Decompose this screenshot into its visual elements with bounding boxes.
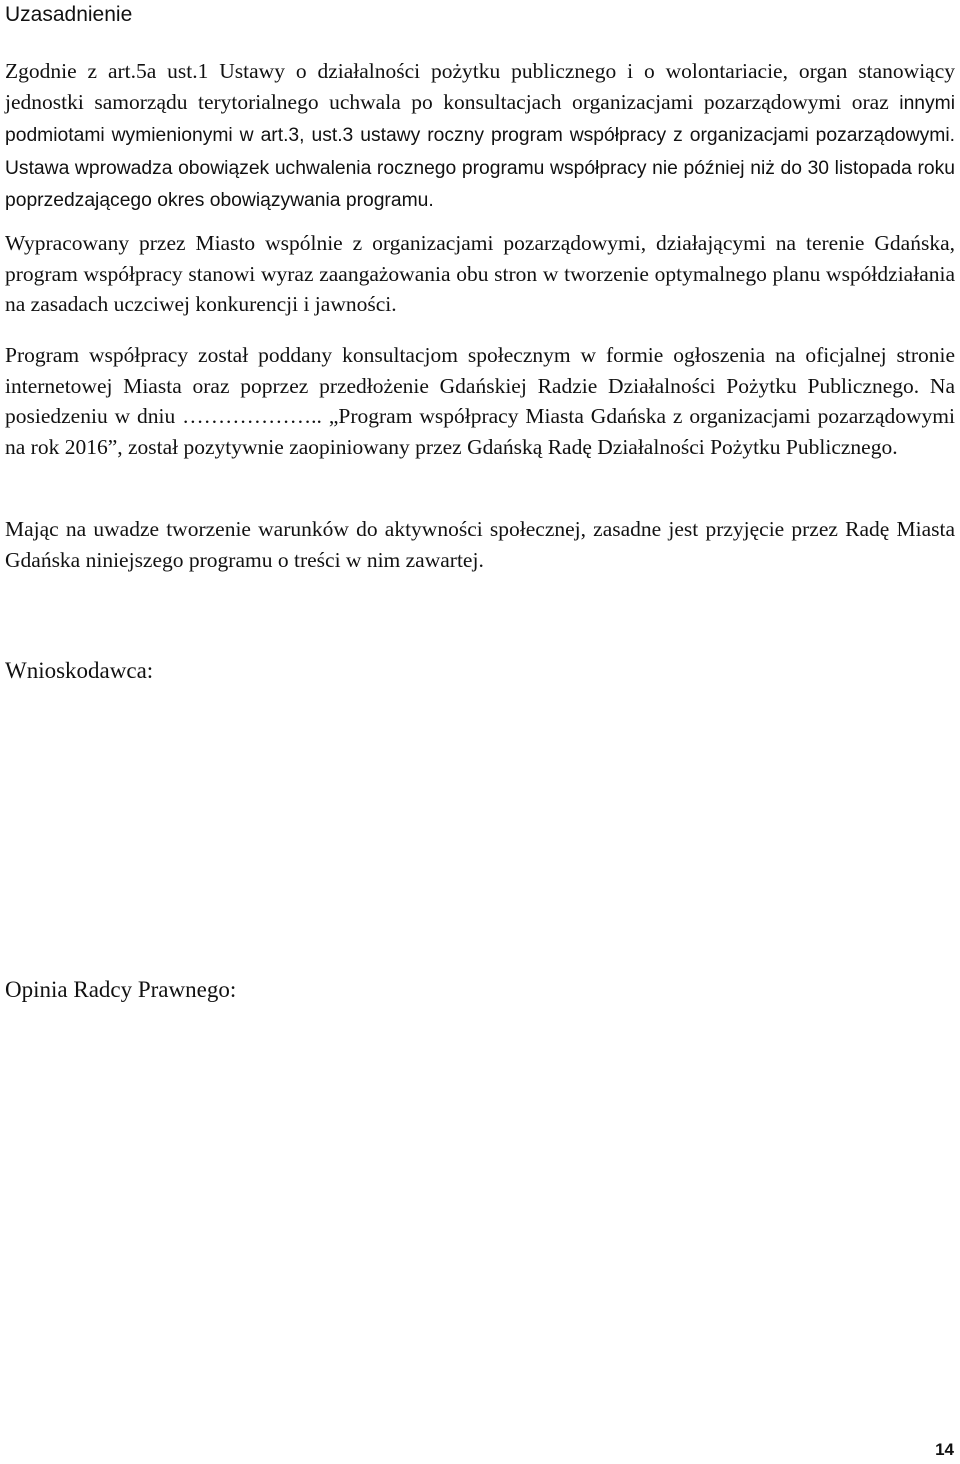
paragraph-legal-basis: [5, 56, 955, 217]
page-number: 14: [935, 1440, 954, 1459]
document-title: Uzasadnienie: [5, 3, 133, 26]
paragraph-legal-basis-part2: innymi podmiotami wymienionymi w art.3, ust.3 ustawy roczny program współpracy z organizacjami pozarządowymi. Ustawa wprowadza obowiązek uchwalenia rocznego programu współpracy nie później niż do 30 listopada roku poprzedzającego okres obowiązywania programu.: [5, 92, 955, 211]
paragraph-legal-basis-part1: Zgodnie z art.5a ust.1 Ustawy o działalności pożytku publicznego i o wolontariacie, organ stanowiący jednostki samorządu terytorialnego uchwala po konsultacjach organizacjami pozarządowymi oraz: [5, 59, 955, 114]
legal-opinion-label: Opinia Radcy Prawnego:: [5, 977, 237, 1002]
applicant-label: Wnioskodawca:: [5, 658, 154, 683]
paragraph-program-description: Wypracowany przez Miasto wspólnie z organizacjami pozarządowymi, działającymi na terenie Gdańska, program współpracy stanowi wyraz zaangażowania obu stron w tworzenie optymalnego planu współdziałania na zasadach uczciwej konkurencji i jawności.: [5, 231, 955, 316]
paragraph-conclusion: Mając na uwadze tworzenie warunków do aktywności społecznej, zasadne jest przyjęcie przez Radę Miasta Gdańska niniejszego programu o treści w nim zawartej.: [5, 517, 955, 572]
paragraph-consultations: Program współpracy został poddany konsultacjom społecznym w formie ogłoszenia na oficjalnej stronie internetowej Miasta oraz poprzez przedłożenie Gdańskiej Radzie Działalności Pożytku Publicznego. Na posiedzeniu w dniu ……………….. „Program współpracy Miasta Gdańska z organizacjami pozarządowymi na rok 2016”, został pozytywnie zaopiniowany przez Gdańską Radę Działalności Pożytku Publicznego.: [5, 343, 955, 459]
